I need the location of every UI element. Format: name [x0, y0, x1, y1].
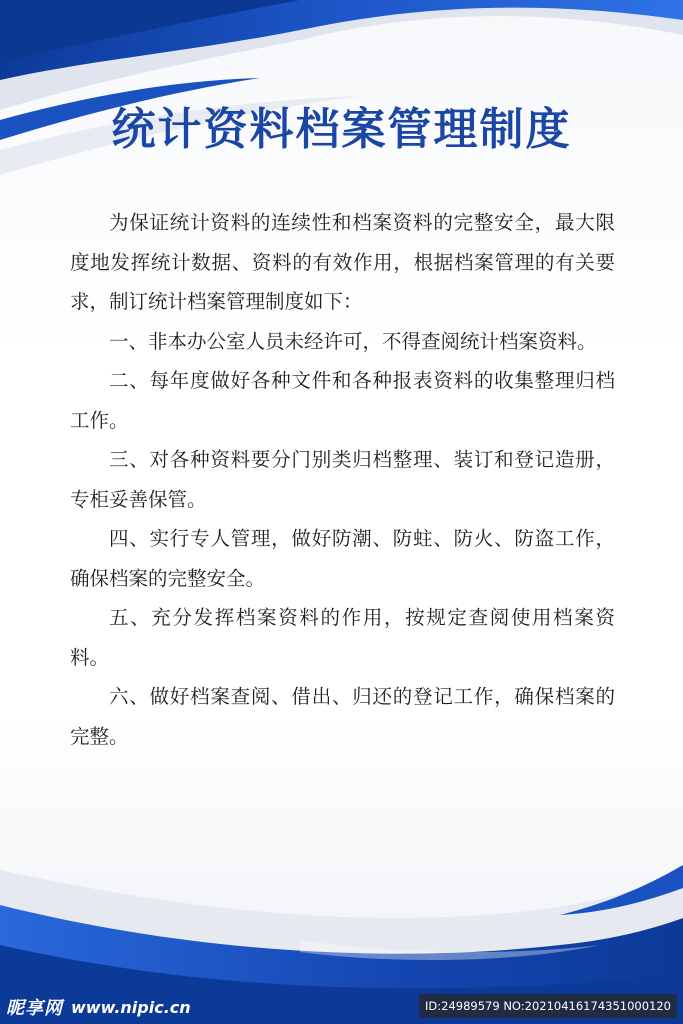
rule-item-3: 三、对各种资料要分门别类归档整理、装订和登记造册，专柜妥善保管。 [70, 448, 615, 511]
rule-item-6: 六、做好档案查阅、借出、归还的登记工作，确保档案的完整。 [70, 685, 615, 748]
site-logo: 昵享网 [6, 998, 63, 1019]
rule-item-4: 四、实行专人管理，做好防潮、防蛀、防火、防盗工作，确保档案的完整安全。 [70, 527, 615, 590]
site-url: www.nipic.cn [71, 997, 191, 1017]
poster-body [70, 203, 615, 756]
rule-item-5: 五、充分发挥档案资料的作用，按规定查阅使用档案资料。 [70, 606, 615, 669]
rule-item-2: 二、每年度做好各种文件和各种报表资料的收集整理归档工作。 [70, 369, 615, 432]
site-watermark [6, 996, 191, 1018]
intro-paragraph: 为保证统计资料的连续性和档案资料的完整安全，最大限度地发挥统计数据、资料的有效作用，根据档案管理的有关要求，制订统计档案管理制度如下： [70, 211, 615, 313]
poster-title: 统计资料档案管理制度 [111, 104, 572, 155]
rule-item-1: 一、非本办公室人员未经许可，不得查阅统计档案资料。 [109, 329, 597, 353]
image-id-label: ID:24989579 NO:20210416174351000120 [419, 994, 677, 1018]
